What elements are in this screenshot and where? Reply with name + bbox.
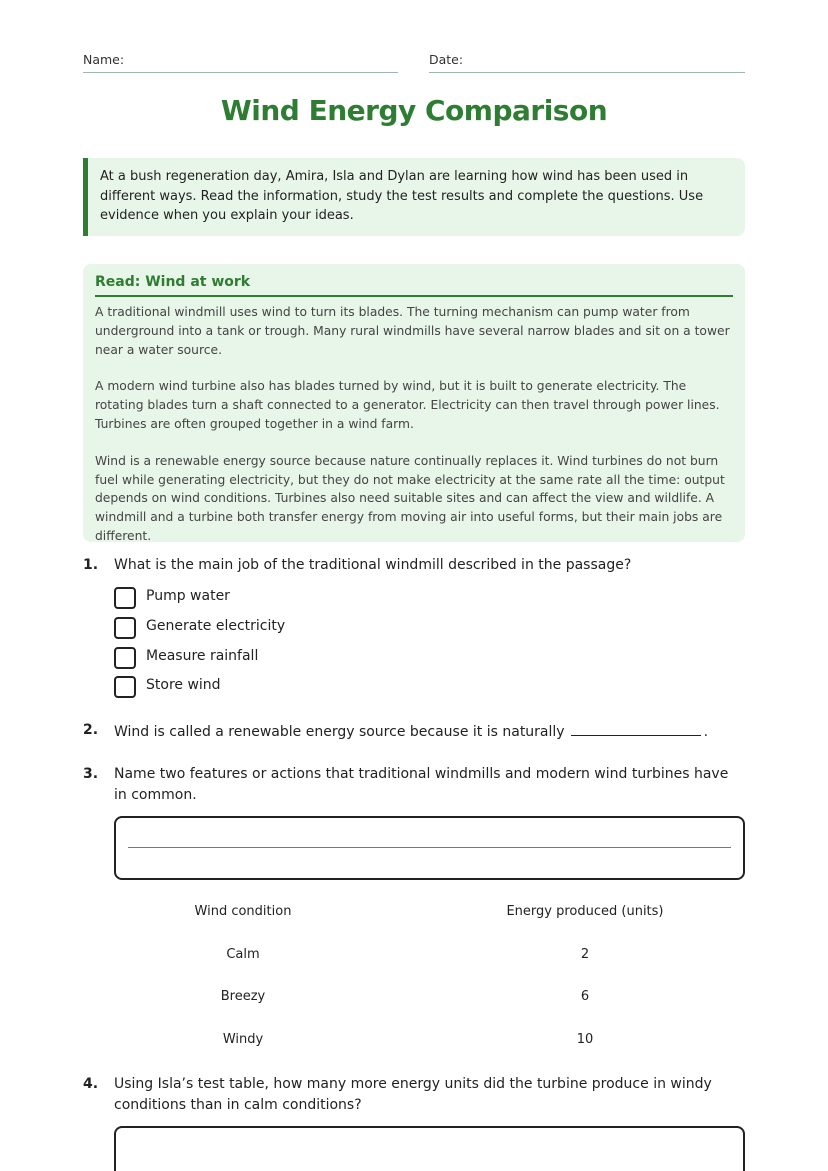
- reading-box: [83, 264, 745, 542]
- checkbox[interactable]: [114, 676, 136, 698]
- table-cell: Breezy: [220, 989, 266, 1004]
- page-title: Wind Energy Comparison: [220, 94, 608, 127]
- option-label: Measure rainfall: [146, 648, 259, 664]
- intro-box: At a bush regeneration day, Amira, Isla and Dylan are learning how wind has been used in different ways. Read the information, study the test results and complete the questions. Use evidence when you explain your ideas.: [83, 158, 745, 236]
- table-header: Energy produced (units): [506, 904, 664, 919]
- question-text: Using Isla’s test table, how many more energy units did the turbine produce in windy conditions than in calm conditions?: [114, 1076, 712, 1113]
- table-cell: 10: [576, 1032, 594, 1047]
- answer-box-q4[interactable]: [114, 1126, 745, 1171]
- checkbox[interactable]: [114, 587, 136, 609]
- date-label: Date:: [429, 52, 464, 67]
- question-number: 1.: [83, 557, 99, 573]
- name-label: Name:: [83, 52, 125, 67]
- option-label: Pump water: [146, 588, 230, 604]
- header-row: [83, 52, 745, 74]
- date-field[interactable]: [429, 52, 745, 73]
- question-number: 4.: [83, 1076, 99, 1092]
- option-label: Generate electricity: [146, 618, 286, 634]
- reading-paragraph: Wind is a renewable energy source because nature continually replaces it. Wind turbines do not burn fuel while generating electricity, but they do not make electricity at the same rate all the time: output depends on wind conditions. Turbines also need suitable sites and can affect the view and wildlife. A windmill and a turbine both transfer energy from moving air into useful forms, but their main jobs are different.: [95, 453, 725, 543]
- table-cell: 2: [580, 947, 590, 962]
- question-end: .: [703, 724, 709, 740]
- question-2: [83, 720, 745, 743]
- question-3: [83, 764, 745, 806]
- answer-box-q3[interactable]: [114, 816, 745, 880]
- table-header-row: [114, 904, 745, 924]
- question-text: Wind is called a renewable energy source because it is naturally: [114, 724, 565, 740]
- table-row: [114, 989, 745, 1009]
- table-cell: 6: [580, 989, 590, 1004]
- question-text: Name two features or actions that traditional windmills and modern wind turbines have in common.: [114, 766, 729, 803]
- table-row: [114, 1032, 745, 1052]
- question-text: What is the main job of the traditional windmill described in the passage?: [114, 557, 632, 573]
- reading-paragraph: A traditional windmill uses wind to turn its blades. The turning mechanism can pump water from underground into a tank or trough. Many rural windmills have several narrow blades and sit on a tower near a water source.: [95, 305, 730, 357]
- reading-title: Read: Wind at work: [95, 274, 733, 297]
- question-1: [83, 555, 745, 576]
- reading-paragraph: A modern wind turbine also has blades turned by wind, but it is built to generate electricity. The rotating blades turn a shaft connected to a generator. Electricity can then travel through power lines. Turbines are often grouped together in a wind farm.: [95, 379, 720, 431]
- answer-line: [128, 847, 731, 848]
- option-label: Store wind: [146, 677, 221, 693]
- table-header: Wind condition: [194, 904, 292, 919]
- checkbox[interactable]: [114, 617, 136, 639]
- table-cell: Calm: [226, 947, 260, 962]
- checkbox[interactable]: [114, 647, 136, 669]
- question-4: [83, 1074, 745, 1116]
- question-number: 3.: [83, 766, 99, 782]
- table-cell: Windy: [222, 1032, 264, 1047]
- name-field[interactable]: [83, 52, 398, 73]
- table-row: [114, 947, 745, 967]
- fill-in-blank[interactable]: [571, 720, 701, 736]
- question-number: 2.: [83, 722, 99, 738]
